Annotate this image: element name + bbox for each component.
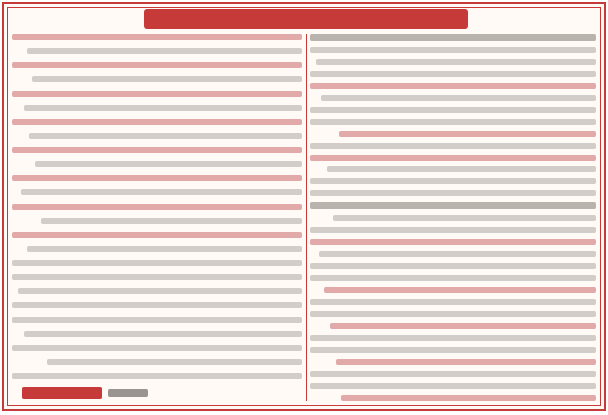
text-line — [310, 34, 596, 41]
text-line — [310, 47, 596, 53]
text-line — [12, 345, 302, 351]
text-line — [310, 335, 596, 341]
text-line — [310, 119, 596, 125]
text-line — [47, 359, 302, 365]
ad-header — [144, 9, 468, 29]
text-line — [18, 288, 302, 294]
signature-block — [22, 387, 102, 399]
text-line — [24, 331, 302, 337]
left-column-text — [12, 34, 302, 379]
text-line — [29, 133, 302, 139]
text-line — [12, 232, 302, 238]
text-line — [341, 395, 596, 401]
stamp-mark — [108, 389, 148, 397]
text-line — [12, 274, 302, 280]
text-line — [310, 275, 596, 281]
text-line — [336, 359, 596, 365]
text-line — [310, 155, 596, 161]
text-line — [310, 227, 596, 233]
text-line — [310, 263, 596, 269]
text-line — [333, 215, 596, 221]
auction-ad — [2, 2, 606, 411]
text-line — [27, 246, 303, 252]
text-line — [310, 143, 596, 149]
text-line — [24, 105, 302, 111]
text-line — [12, 373, 302, 379]
text-line — [310, 371, 596, 377]
text-line — [12, 62, 302, 68]
text-line — [12, 91, 302, 97]
text-line — [310, 190, 596, 196]
text-line — [12, 260, 302, 266]
text-line — [310, 202, 596, 209]
text-line — [330, 323, 596, 329]
text-line — [12, 147, 302, 153]
text-line — [319, 251, 596, 257]
text-line — [310, 383, 596, 389]
text-line — [310, 71, 596, 77]
text-line — [12, 34, 302, 40]
text-line — [12, 302, 302, 308]
column-divider — [306, 34, 307, 401]
text-line — [327, 166, 596, 172]
text-line — [321, 95, 596, 101]
text-line — [310, 347, 596, 353]
text-line — [32, 76, 302, 82]
text-line — [310, 311, 596, 317]
text-line — [35, 161, 302, 167]
right-column-text — [310, 34, 596, 401]
text-line — [310, 83, 596, 89]
text-line — [12, 317, 302, 323]
text-line — [339, 131, 596, 137]
text-line — [12, 204, 302, 210]
text-line — [41, 218, 302, 224]
text-line — [310, 107, 596, 113]
text-line — [310, 299, 596, 305]
text-line — [310, 178, 596, 184]
text-line — [324, 287, 596, 293]
text-line — [12, 175, 302, 181]
text-line — [12, 119, 302, 125]
text-line — [27, 48, 303, 54]
text-line — [316, 59, 596, 65]
text-line — [310, 239, 596, 245]
text-line — [21, 189, 302, 195]
